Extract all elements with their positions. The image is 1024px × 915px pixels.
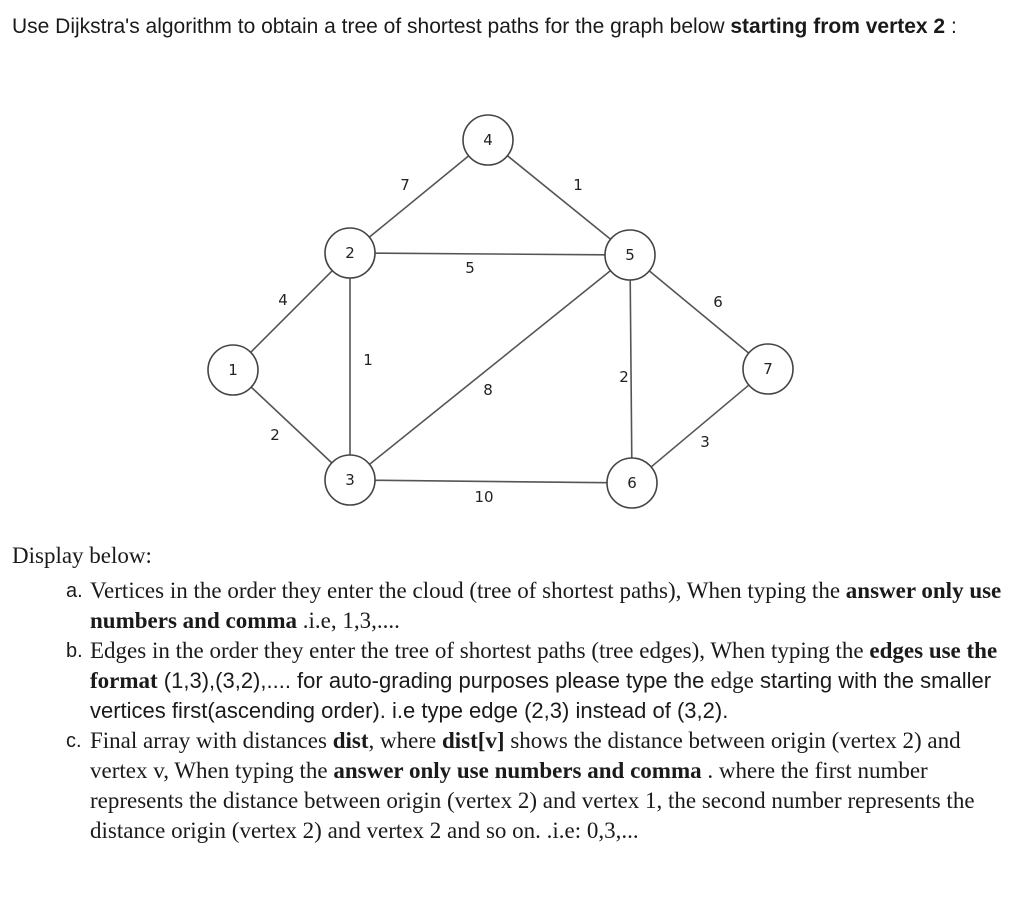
- vertex-label-6: 6: [627, 474, 637, 492]
- edge-5-6: [630, 280, 632, 458]
- vertex-1: [208, 345, 258, 395]
- part-a-marker: a.: [66, 580, 83, 602]
- vertex-label-3: 3: [345, 471, 355, 489]
- part-b-text-2: (1,3),(3,2),.... for auto-grading purposes please type the: [157, 668, 711, 693]
- vertex-6: [607, 458, 657, 508]
- part-b-text-3: edge: [710, 668, 754, 693]
- edge-1-3: [251, 387, 332, 463]
- part-a-text-2: .i.e, 1,3,....: [297, 608, 400, 633]
- question-suffix: :: [945, 15, 957, 38]
- vertex-7: [743, 344, 793, 394]
- edge-weight-3-5: 8: [483, 381, 493, 399]
- edge-weight-2-5: 5: [465, 259, 475, 277]
- part-a-text-1: Vertices in the order they enter the cloud (tree of shortest paths), When typing the: [90, 578, 846, 603]
- vertex-label-5: 5: [625, 246, 635, 264]
- edge-4-5: [507, 156, 610, 240]
- question-prefix: Use Dijkstra's algorithm to obtain a tree of shortest paths for the graph below: [12, 15, 731, 38]
- part-c-marker: c.: [66, 730, 82, 752]
- part-c-bold-1: dist: [332, 728, 369, 753]
- edge-weight-2-4: 7: [400, 176, 410, 194]
- edge-weight-2-3: 1: [363, 351, 373, 369]
- edge-3-5: [369, 271, 610, 465]
- vertex-4: [463, 115, 513, 165]
- part-c-text-4: . where the first number represents the distance between origin (vertex 2) and vertex 1, the second number represents the distance origin (vertex 2) and vertex 2 and so on. .i.e: 0,3,...: [90, 758, 975, 843]
- part-b: [66, 636, 1006, 726]
- vertex-2: [325, 228, 375, 278]
- graph-edge-weights: [270, 176, 723, 506]
- edge-weight-5-7: 6: [713, 293, 723, 311]
- answer-parts-list: [66, 576, 1006, 846]
- vertex-label-2: 2: [345, 244, 355, 262]
- vertex-label-7: 7: [763, 360, 773, 378]
- part-b-marker: b.: [66, 640, 83, 662]
- part-a: [66, 576, 1006, 636]
- vertex-5: [605, 230, 655, 280]
- edge-1-2: [251, 271, 333, 353]
- part-b-bold-1: edges use the format: [90, 638, 998, 693]
- edge-weight-1-3: 2: [270, 426, 280, 444]
- part-c-text-2: , where: [368, 728, 442, 753]
- part-a-bold-1: answer only use numbers and comma: [90, 578, 1002, 633]
- edge-weight-6-7: 3: [700, 433, 710, 451]
- part-c: [66, 726, 1006, 846]
- part-b-text-1: Edges in the order they enter the tree of shortest paths (tree edges), When typing the: [90, 638, 870, 663]
- edge-weight-1-2: 4: [278, 291, 288, 309]
- part-b-text-4: starting with the smaller vertices first(ascending order). i.e type edge (2,3) instead of (3,2).: [90, 668, 992, 723]
- question-emphasis: starting from vertex 2: [730, 15, 946, 38]
- edge-6-7: [651, 385, 749, 467]
- edge-3-6: [375, 480, 607, 482]
- vertex-label-4: 4: [483, 131, 493, 149]
- part-c-bold-2: dist[v]: [441, 728, 505, 753]
- edge-weight-5-6: 2: [619, 368, 629, 386]
- edge-5-7: [649, 271, 748, 353]
- display-heading: Display below:: [12, 543, 152, 568]
- part-c-text-1: Final array with distances: [90, 728, 333, 753]
- edge-2-4: [369, 156, 468, 237]
- vertex-3: [325, 455, 375, 505]
- vertex-label-1: 1: [228, 361, 238, 379]
- part-c-text-3: shows the distance between origin (vertex 2) and vertex v, When typing the: [90, 728, 961, 783]
- edge-weight-3-6: 10: [474, 488, 494, 506]
- edge-weight-4-5: 1: [573, 176, 583, 194]
- part-c-bold-3: answer only use numbers and comma: [333, 758, 702, 783]
- graph-edges: [251, 156, 749, 483]
- edge-2-5: [375, 253, 605, 255]
